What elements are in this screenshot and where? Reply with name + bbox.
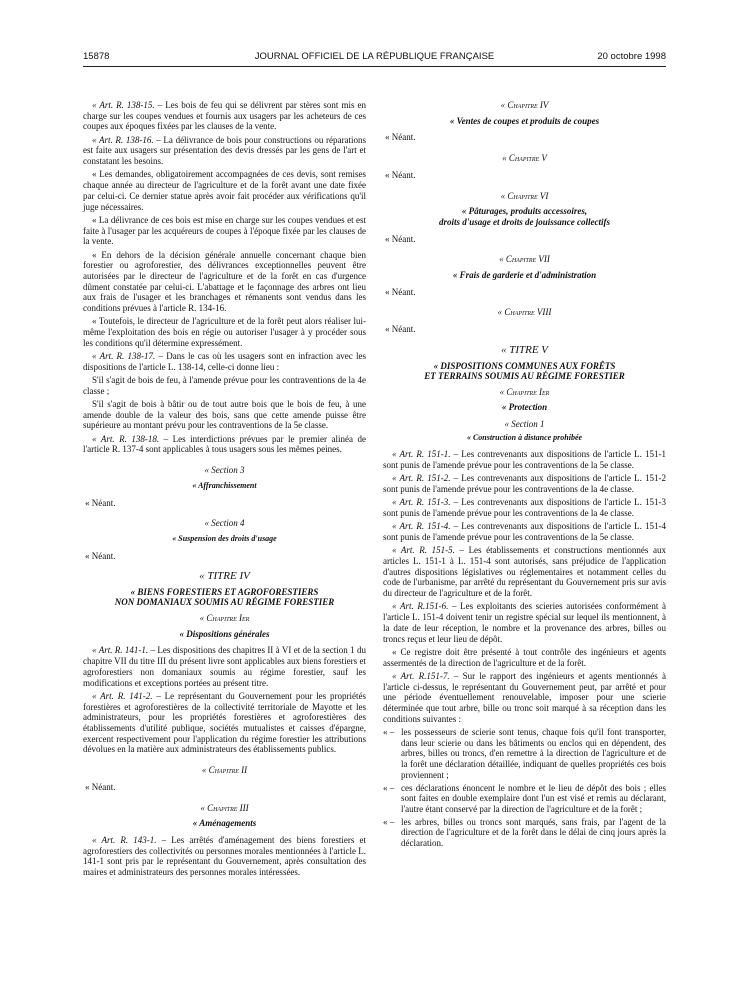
section-title: « Construction à distance prohibée — [466, 432, 583, 442]
section-heading: « Section 3 — [204, 465, 245, 476]
neant-text: « Néant. — [385, 169, 416, 180]
article-r151-5: « Art. R. 151-5. – Les établissements et constructions mentionnés aux articles L. 151-1 à L. 151-4 sont autorisés, sans préjudice de l'application d'autres dispositions législatives ou réglementaires et notamment celles du code de l'urbanisme, par arrêté du représentant du Gouvernement pris sur avis du directeur de l'agriculture et de la forêt. — [383, 545, 666, 599]
chapter-heading: « Chapitre II — [201, 765, 248, 776]
paragraph: « Les demandes, obligatoirement accompagnées de ces devis, sont remises chaque année au directeur de l'agriculture et de la forêt avant une date fixée par celui-ci. Ce dernier statue après avoir fait procéder aux vérifications qu'il juge nécessaires. — [83, 169, 366, 212]
article-r151-3: « Art. R. 151-3. – Les contrevenants aux dispositions de l'article L. 151-3 sont punis de l'amende prévue pour les contraventions de la 4e classe. — [383, 497, 666, 519]
chapter-heading: « Chapitre Ier — [199, 613, 250, 624]
chapter-heading: « Chapitre III — [200, 802, 249, 813]
article-r138-16: « Art. R. 138-16. – La délivrance de bois pour constructions ou réparations est faite aux usagers sur présentation des devis dressés par les gens de l'art et constatant les besoins. — [83, 134, 366, 167]
neant-text: « Néant. — [385, 132, 416, 143]
article-r138-15: « Art. R. 138-15. – Les bois de feu qui se délivrent par stères sont mis en charge sur les coupes vendues et fournis aux usagers par les acheteurs de ces coupes aux époques fixées par les clauses de la vente. — [83, 100, 366, 132]
chapter-title: « Protection — [501, 402, 548, 413]
chapter-title: « Dispositions générales — [179, 628, 270, 639]
paragraph: « En dehors de la décision générale annuelle concernant chaque bien forestier ou agroforestier, des délivrances exceptionnelles peuvent être autorisées par le directeur de l'agriculture et de la forêt en cas d'urgence dûment constatée par celui-ci. L'abattage et le façonnage des arbres ont lieu aux frais de l'usager et les branchages et rémanents sont vendus dans les conditions prévues à l'article R. 134-16. — [83, 249, 366, 314]
chapter-title: « Ventes de coupes et produits de coupes — [449, 115, 600, 126]
chapter-title: « Pâturages, produits accessoires, droits d'usage et droits de jouissance collectifs — [439, 206, 610, 227]
neant-text: « Néant. — [385, 233, 416, 244]
list-item: « – les arbres, billes ou troncs sont marqués, sans frais, par l'agent de la direction de l'agriculture et de la forêt dans le délai de cinq jours après la déclaration. — [383, 816, 666, 849]
titre-title: « BIENS FORESTIERS ET AGROFORESTIERS NON DOMANIAUX SOUMIS AU RÉGIME FORESTIER — [114, 587, 335, 608]
journal-title: JOURNAL OFFICIEL DE LA RÉPUBLIQUE FRANÇAISE — [254, 51, 495, 62]
page-number: 15878 — [83, 51, 110, 62]
chapter-heading: « Chapitre VIII — [497, 307, 552, 318]
section-heading: « Section 4 — [204, 518, 245, 529]
neant-text: « Néant. — [85, 781, 116, 792]
section-title: « Suspension des droits d'usage — [172, 533, 277, 543]
list-item: « – ces déclarations énoncent le nombre et le lieu de dépôt des bois ; elles sont faites en double exemplaire dont l'un est visé et remis au déclarant, l'autre étant conservé par la direction de l'agriculture et de la forêt ; — [383, 782, 666, 814]
chapter-heading: « Chapitre VI — [500, 190, 549, 201]
dash-marker: « – — [383, 782, 395, 793]
neant-text: « Néant. — [385, 286, 416, 297]
article-r151-2: « Art. R. 151-2. – Les contrevenants aux dispositions de l'article L. 151-2 sont punis de l'amende prévue pour les contraventions de la 4e classe. — [383, 473, 666, 495]
titre-heading: « TITRE IV — [199, 570, 250, 583]
article-r141-1: « Art. R. 141-1. – Les dispositions des chapitres II à VI et de la section 1 du chapitre VII du titre III du présent livre sont applicables aux biens forestiers et agroforestiers non domaniaux soumis au régime forestier, sauf les modifications et exceptions portées au présent titre. — [83, 645, 366, 688]
list-item: « – les possesseurs de scierie sont tenus, chaque fois qu'il font transporter, dans leur scierie ou dans les bâtiments ou enclos qui en dépendent, des arbres, billes ou troncs, d'en remettre à la direction de l'agriculture et de la forêt une déclaration détaillée, indiquant de quelles propriétés ces bois proviennent ; — [383, 726, 666, 780]
article-r151-6: « Art. R.151-6. – Les exploitants des scieries autorisées conformément à l'article L. 151-4 doivent tenir un registre spécial sur lequel ils mentionnent, à la date de leur réception, le nombre et la provenance des arbres, billes ou troncs reçus et leur lieu de dépôt. — [383, 601, 666, 644]
article-r151-1: « Art. R. 151-1. – Les contrevenants aux dispositions de l'article L. 151-1 sont punis de l'amende prévue pour les contraventions de la 5e classe. — [383, 449, 666, 471]
article-r151-4: « Art. R. 151-4. – Les contrevenants aux dispositions de l'article L. 151-4 sont punis de l'amende prévue pour les contraventions de la 5e classe. — [383, 521, 666, 543]
section-heading: « Section 1 — [504, 418, 545, 429]
neant-text: « Néant. — [85, 497, 116, 508]
article-r151-7: « Art. R.151-7. – Sur le rapport des ingénieurs et agents mentionnés à l'article ci-dessus, le représentant du Gouvernement peut, par arrêté et pour une période éventuellement renouvelable, imposer pour une scierie déterminée que tout arbre, bille ou tronc soit marqué à sa réception dans les conditions suivantes : — [383, 670, 666, 724]
titre-heading: « TITRE V — [500, 343, 549, 356]
chapter-heading: « Chapitre Ier — [499, 386, 550, 397]
chapter-heading: « Chapitre IV — [500, 100, 549, 110]
chapter-title: « Aménagements — [192, 818, 257, 829]
article-r138-17: « Art. R. 138-17. – Dans le cas où les usagers sont en infraction avec les dispositions de l'article L. 138-14, celle-ci donne lieu : — [83, 351, 366, 372]
dash-marker: « – — [383, 726, 395, 737]
neant-text: « Néant. — [385, 324, 416, 335]
paragraph: S'il s'agit de bois de feu, à l'amende prévue pour les contraventions de la 4e classe ; — [83, 375, 366, 396]
dash-marker: « – — [383, 816, 395, 827]
paragraph: « La délivrance de ces bois est mise en charge sur les coupes vendues et est faite à l'usager par les acquéreurs de coupes à l'époque fixée par les clauses de la vente. — [83, 214, 366, 247]
left-column — [83, 100, 366, 880]
section-title: « Affranchissement — [192, 480, 257, 490]
page-header — [83, 51, 666, 65]
right-column — [383, 100, 666, 851]
neant-text: « Néant. — [85, 550, 116, 561]
header-rule — [83, 66, 666, 67]
article-r138-18: « Art. R. 138-18. – Les interdictions prévues par le premier alinéa de l'article R. 137-4 sont applicables à tous usagers sous les mêmes peines. — [83, 433, 366, 455]
paragraph: « Toutefois, le directeur de l'agriculture et de la forêt peut alors réaliser lui-même l'exploitation des bois en régie ou autoriser l'usager à y procéder sous les conditions qu'il détermine expressément. — [83, 316, 366, 348]
issue-date: 20 octobre 1998 — [597, 51, 666, 62]
paragraph: S'il s'agit de bois à bâtir ou de tout autre bois que le bois de feu, à une amende double de la valeur des bois, sans que cette amende puisse être supérieure au montant prévu pour les contraventions de la 5e classe. — [83, 399, 366, 431]
chapter-heading: « Chapitre VII — [499, 254, 550, 265]
titre-title: « DISPOSITIONS COMMUNES AUX FORÊTS ET TERRAINS SOUMIS AU RÉGIME FORESTIER — [424, 360, 625, 381]
article-r143-1: « Art. R. 143-1. – Les arrêtés d'aménagement des biens forestiers et agroforestiers des collectivités ou personnes morales mentionnées à l'article L. 141-1 sont pris par le représentant du Gouvernement, après consultation des maires et administrateurs des personnes morales intéressées. — [83, 834, 366, 878]
article-r141-2: « Art. R. 141-2. – Le représentant du Gouvernement pour les propriétés forestières et agroforestières de la collectivité territoriale de Mayotte et les administrateurs, pour les propriétés forestières et agroforestières des établissements d'utilité publique, sociétés mutualistes et caisses d'épargne, exercent respectivement pour l'application du régime forestier les attributions dévolues en la matière aux administrateurs des établissements publics. — [83, 690, 366, 755]
chapter-heading: « Chapitre V — [502, 153, 547, 164]
chapter-title: « Frais de garderie et d'administration — [452, 270, 597, 281]
paragraph: « Ce registre doit être présenté à tout contrôle des ingénieurs et agents assermentés de la direction de l'agriculture et de la forêt. — [383, 646, 666, 668]
